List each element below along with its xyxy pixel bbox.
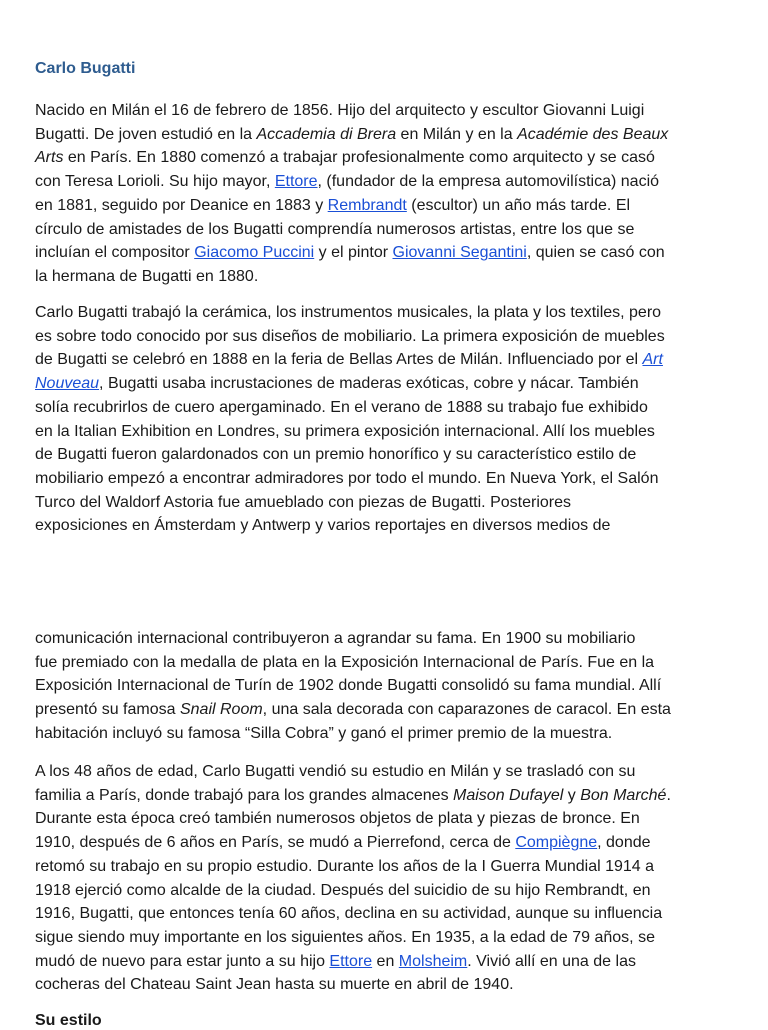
italic-text: Snail Room: [179, 701, 263, 719]
text: sigue siendo muy importante en los siguientes años. En 1935, a la edad de 79 años, se: [35, 928, 655, 946]
text: Turco del Waldorf Astoria fue amueblado con piezas de Bugatti. Posteriores: [35, 493, 571, 511]
section-heading: Su estilo: [35, 1012, 102, 1029]
text: la hermana de Bugatti en 1880.: [35, 267, 259, 285]
text: círculo de amistades de los Bugatti comprendía numerosos artistas, entre los que se: [35, 220, 635, 238]
text: en Milán y en la: [396, 125, 518, 143]
text: cocheras del Chateau Saint Jean hasta su muerte en abril de 1940.: [35, 976, 514, 994]
paragraph-4: [35, 760, 735, 997]
text: de Bugatti se celebró en 1888 en la feria de Bellas Artes de Milán. Influenciado por el: [35, 351, 643, 369]
text: fue premiado con la medalla de plata en la Exposición Internacional de París. Fue en la: [35, 653, 655, 671]
text: , una sala decorada con caparazones de caracol. En esta: [262, 701, 671, 719]
link-art-nouveau[interactable]: [643, 351, 663, 368]
text: solía recubrirlos de cuero apergaminado. En el verano de 1888 su trabajo fue exhibido: [35, 398, 648, 416]
text: Carlo Bugatti trabajó la cerámica, los instrumentos musicales, la plata y los textiles, pero: [35, 304, 662, 321]
text: (escultor) un año más tarde. El: [406, 196, 631, 214]
link-text: Art: [642, 351, 663, 369]
italic-text: Maison Dufayel: [453, 786, 564, 804]
paragraph-3: [35, 627, 735, 746]
link-compiegne[interactable]: Compiègne: [515, 834, 598, 852]
text: .: [666, 786, 671, 804]
text: comunicación internacional contribuyeron a agrandar su fama. En 1900 su mobiliario: [35, 630, 636, 647]
text: Durante esta época creó también numerosos objetos de plata y piezas de bronce. En: [35, 810, 640, 828]
link-rembrandt[interactable]: Rembrandt: [327, 196, 407, 214]
text: y el pintor: [314, 244, 393, 262]
text: familia a París, donde trabajó para los grandes almacenes: [35, 786, 454, 804]
text: . Vivió allí en una de las: [467, 952, 636, 970]
text: es sobre todo conocido por sus diseños de mobiliario. La primera exposición de muebles: [35, 327, 665, 345]
paragraph-2: [35, 301, 735, 538]
italic-text: Académie des Beaux: [517, 125, 669, 143]
text: mobiliario empezó a encontrar admiradores por todo el mundo. En Nueva York, el Salón: [35, 469, 659, 487]
link-ettore[interactable]: Ettore: [274, 173, 318, 191]
text: habitación incluyó su famosa “Silla Cobra” y ganó el primer premio de la muestra.: [35, 724, 613, 742]
italic-text: Bon Marché: [580, 786, 667, 804]
text: en la Italian Exhibition en Londres, su primera exposición internacional. Allí los muebles: [35, 422, 655, 440]
link-giovanni-segantini[interactable]: Giovanni Segantini: [392, 244, 527, 262]
text: retomó su trabajo en su propio estudio. Durante los años de la I Guerra Mundial 1914 a: [35, 857, 655, 875]
text: mudó de nuevo para estar junto a su hijo: [35, 952, 330, 970]
text: de Bugatti fueron galardonados con un premio honorífico y su característico estilo de: [35, 446, 637, 464]
text: con Teresa Lorioli. Su hijo mayor,: [35, 173, 275, 191]
text: A los 48 años de edad, Carlo Bugatti vendió su estudio en Milán y se trasladó con su: [35, 763, 636, 780]
text: incluían el compositor: [35, 244, 195, 262]
paragraph-1: [35, 99, 735, 289]
text: , (fundador de la empresa automovilística) nació: [317, 173, 660, 191]
page-title: Carlo Bugatti: [35, 60, 136, 77]
text: 1918 ejerció como alcalde de la ciudad. Después del suicidio de su hijo Rembrandt, en: [35, 881, 651, 899]
link-art-nouveau[interactable]: [35, 375, 99, 392]
text: en: [372, 952, 399, 970]
link-text: Nouveau: [35, 375, 100, 393]
link-giacomo-puccini[interactable]: Giacomo Puccini: [194, 244, 315, 262]
link-molsheim[interactable]: Molsheim: [398, 952, 468, 970]
text: 1916, Bugatti, que entonces tenía 60 años, declina en su actividad, aunque su influencia: [35, 905, 663, 923]
text: , Bugatti usaba incrustaciones de maderas exóticas, cobre y nácar. También: [99, 375, 639, 393]
text: y: [563, 786, 581, 804]
text: en París. En 1880 comenzó a trabajar profesionalmente como arquitecto y se casó: [63, 149, 655, 167]
text: 1910, después de 6 años en París, se mudó a Pierrefond, cerca de: [35, 834, 516, 852]
text: , quien se casó con: [526, 244, 665, 262]
link-ettore[interactable]: Ettore: [329, 952, 373, 970]
text: en 1881, seguido por Deanice en 1883 y: [35, 196, 328, 214]
text: presentó su famosa: [35, 701, 180, 719]
italic-text: Accademia di Brera: [256, 125, 397, 143]
text: Exposición Internacional de Turín de 1902 donde Bugatti consolidó su fama mundial. Allí: [35, 677, 662, 695]
italic-text: Arts: [35, 149, 64, 167]
text: Bugatti. De joven estudió en la: [35, 125, 257, 143]
text: exposiciones en Ámsterdam y Antwerp y varios reportajes en diversos medios de: [35, 517, 611, 535]
text: Nacido en Milán el 16 de febrero de 1856. Hijo del arquitecto y escultor Giovanni Luigi: [35, 102, 645, 119]
text: , donde: [597, 834, 651, 852]
